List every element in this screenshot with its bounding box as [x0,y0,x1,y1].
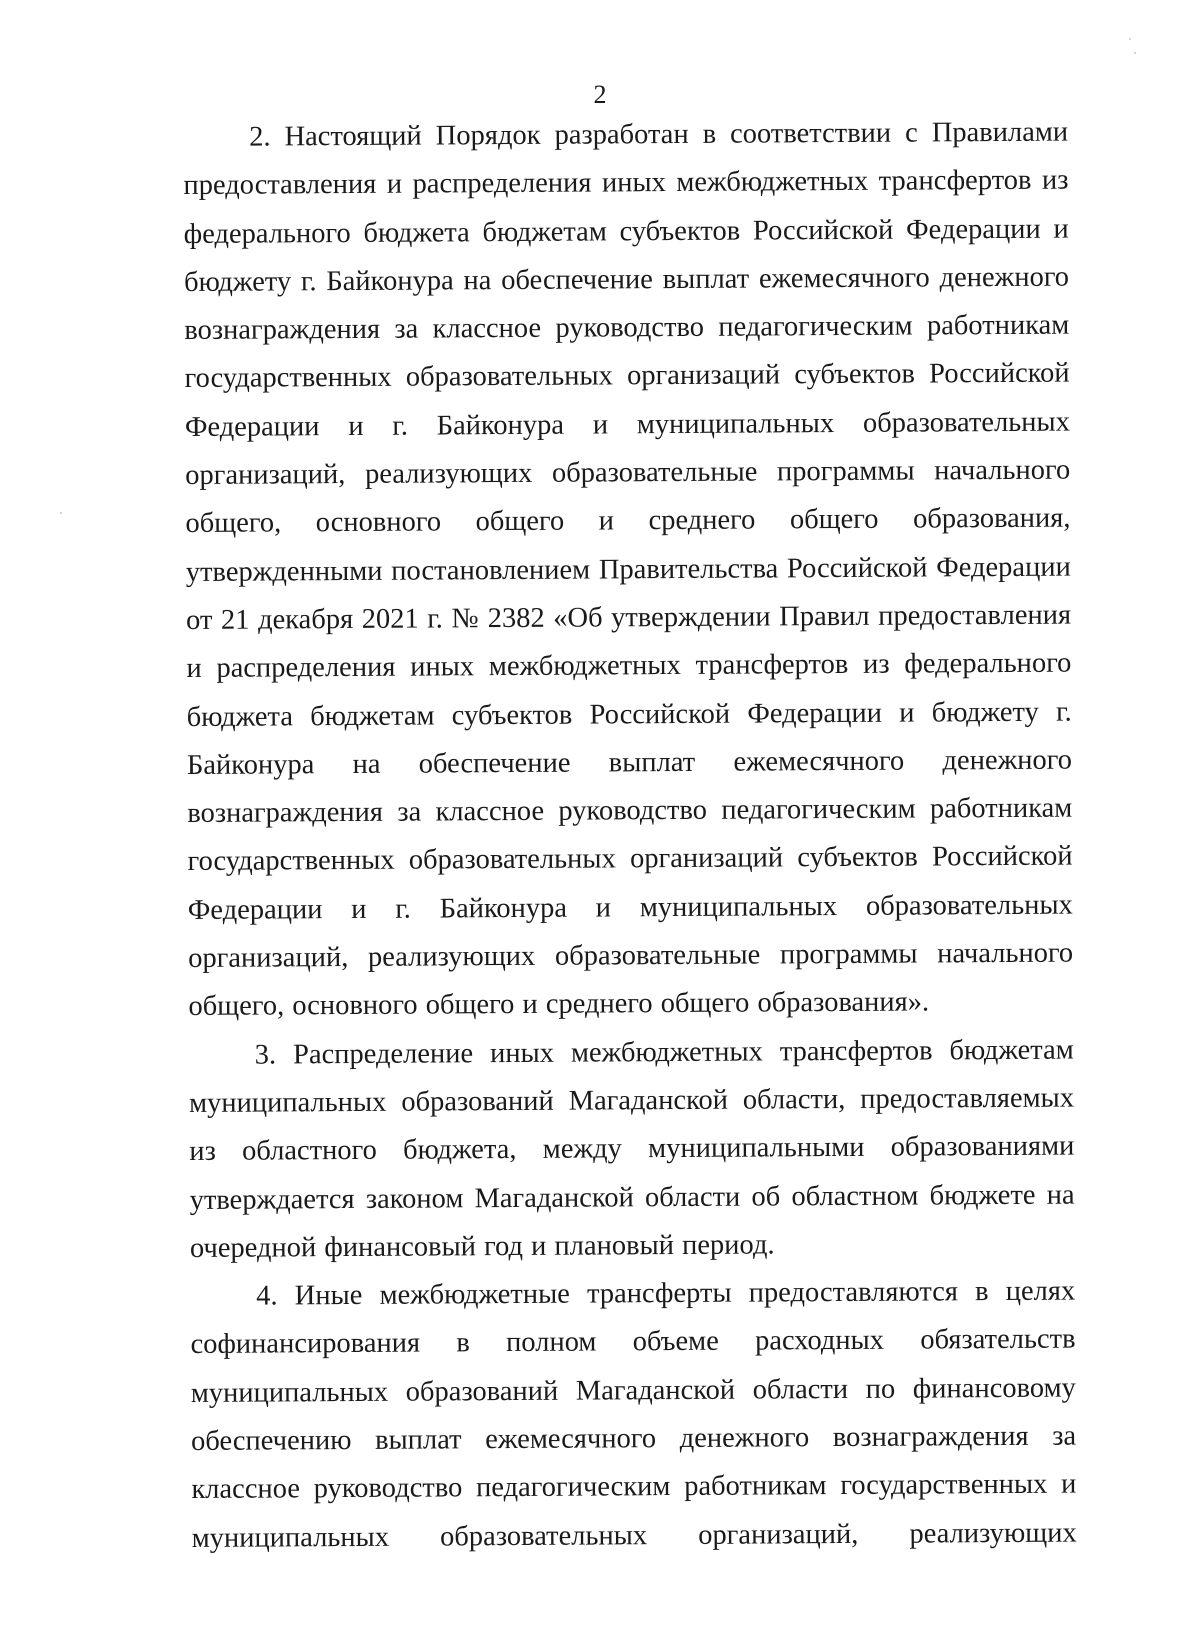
paragraph-4: 4. Иные межбюджетные трансферты предоставляются в целях софинансирования в полном объеме расходных обязательств муниципальных образований Магаданской области по финансовому обеспечению выплат ежемесячного денежного вознаграждения за классное руководство педагогическим работникам государственных и муниципальных образовательных организаций, реализующих [190,1275,1077,1554]
scan-speck [60,512,62,514]
paragraph-3: 3. Распределение иных межбюджетных трансфертов бюджетам муниципальных образований Магаданской области, предоставляемых из областного бюджета, между муниципальными образованиями утверждается законом Магаданской области об областном бюджете на очередной финансовый год и плановый период. [188,1034,1075,1264]
document-body [183,109,1077,1563]
scan-speck [1129,38,1131,40]
paragraph-2: 2. Настоящий Порядок разработан в соответствии с Правилами предоставления и распределения иных межбюджетных трансфертов из федерального бюджета бюджетам субъектов Российской Федерации и бюджету г. Байконура на обеспечение выплат ежемесячного денежного вознаграждения за классное руководство педагогическим работникам государственных образовательных организаций субъектов Российской Федерации и г. Байконура и муниципальных образовательных организаций, реализующих образовательные программы начального общего, основного общего и среднего общего образования, утвержденными постановлением Правительства Российской Федерации от 21 декабря 2021 г. № 2382 «Об утверждении Правил предоставления и распределения иных межбюджетных трансфертов из федерального бюджета бюджетам субъектов Российской Федерации и бюджету г. Байконура на обеспечение выплат ежемесячного денежного вознаграждения за классное руководство педагогическим работникам государственных образовательных организаций субъектов Российской Федерации и г. Байконура и муниципальных образовательных организаций, реализующих образовательные программы начального общего, основного общего и среднего общего образования». [183,116,1074,1023]
page-number: 2 [593,80,607,109]
scan-speck [1134,52,1136,54]
